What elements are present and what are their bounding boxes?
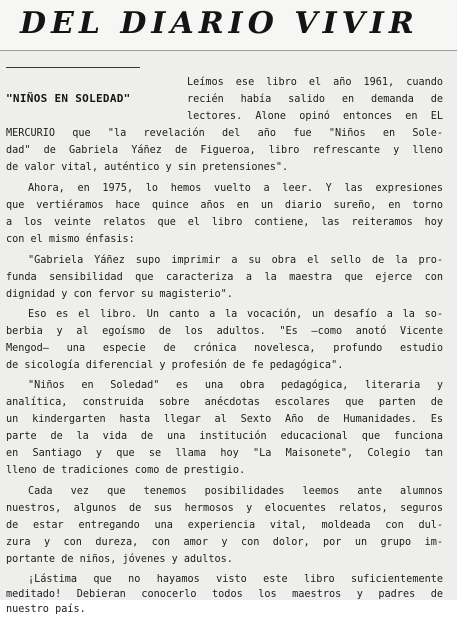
body-line: Leímos ese libro el año 1961, cuando <box>187 77 443 88</box>
body-line: nuestros, algunos de sus hermosos y elocuentes relatos, seguros <box>6 503 443 514</box>
body-line: en Santiago y que se llama hoy "La Maisonete", Colegio tan <box>6 448 443 459</box>
body-line: lleno de tradiciones como de prestigio. <box>6 465 246 476</box>
body-line: de valor vital, auténtico y sin pretensiones". <box>6 162 289 173</box>
body-line: de sicología diferencial y profesión de fe pedagógica". <box>6 360 344 371</box>
body-line: Ahora, en 1975, lo hemos vuelto a leer. Y las expresiones <box>28 183 443 194</box>
body-line: un kindergarten hasta llegar al Sexto Año de Humanidades. Es <box>6 414 443 425</box>
body-line: recién había salido en demanda de <box>187 94 443 105</box>
body-line: parte de la vida de una institución educacional que funciona <box>6 431 443 442</box>
body-line: MERCURIO que "la revelación del año fue "Niños en Sole- <box>6 128 443 139</box>
body-line: de estar entregando una experiencia vital, moldeada con dul- <box>6 520 443 531</box>
body-line: nuestro país. <box>6 604 86 615</box>
column-title: DEL DIARIO VIVIR <box>20 6 419 41</box>
body-line: Mengod— una especie de crónica novelesca, profundo estudio <box>6 343 443 354</box>
body-line: a los veinte relatos que el libro contiene, las reiteramos hoy <box>6 217 443 228</box>
body-line: "Gabriela Yáñez supo imprimir a su obra el sello de la pro- <box>28 255 443 266</box>
body-line: portante de niños, jóvenes y adultos. <box>6 554 233 565</box>
body-line: lectores. Alone opinó entonces en EL <box>187 111 443 122</box>
body-line: zura y con dureza, con amor y con dolor, por un grupo im- <box>6 537 443 548</box>
body-line: berbia y al egoísmo de los adultos. "Es —como anotó Vicente <box>6 326 443 337</box>
body-line: dignidad y con fervor su magisterio". <box>6 289 233 300</box>
article-headline: "NIÑOS EN SOLEDAD" <box>6 92 131 105</box>
body-line: Cada vez que tenemos posibilidades leemos ante alumnos <box>28 486 443 497</box>
body-line: dad" de Gabriela Yáñez de Figueroa, libro refrescante y lleno <box>6 145 443 156</box>
body-line: funda sensibilidad que caracteriza a la maestra que ejerce con <box>6 272 443 283</box>
body-line: Eso es el libro. Un canto a la vocación, un desafío a la so- <box>28 309 443 320</box>
body-line: analítica, construida sobre anécdotas escolares que parten de <box>6 397 443 408</box>
body-line: con el mismo énfasis: <box>6 234 135 245</box>
body-line: que vertiéramos hace quince años en un diario sureño, en torno <box>6 200 443 211</box>
body-line: ¡Lástima que no hayamos visto este libro suficientemente <box>28 574 443 585</box>
body-line: "Niños en Soledad" es una obra pedagógica, literaria y <box>28 380 443 391</box>
body-line: meditado! Debieran conocerlo todos los maestros y padres de <box>6 589 443 600</box>
